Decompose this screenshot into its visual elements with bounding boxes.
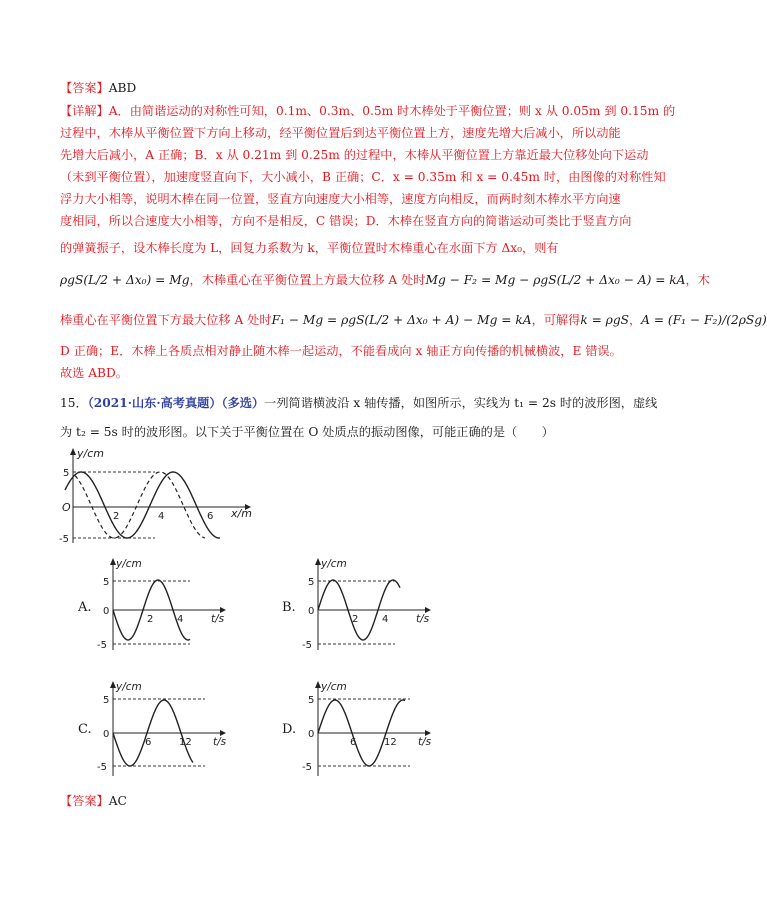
option-d-graph[interactable] (300, 680, 450, 780)
x-tick-4: 4 (158, 511, 165, 522)
svg-text:0: 0 (308, 606, 315, 617)
y-axis-arrow (70, 448, 76, 455)
option-c-tick-6: 6 (145, 737, 152, 748)
explanation-line-3: 先增大后减小，A 正确；B．x 从 0.21m 到 0.25m 的过程中，木棒从平衡位置上方靠近最大位移处向下运动 (60, 148, 649, 162)
svg-text:5: 5 (308, 695, 315, 706)
svg-text:5: 5 (103, 577, 110, 588)
answer-line-2 (60, 793, 127, 809)
y-tick-neg5: -5 (59, 534, 69, 545)
answer-tag: 【答案】 (60, 81, 109, 95)
option-a-label[interactable]: A. (78, 600, 92, 615)
svg-text:5: 5 (308, 577, 315, 588)
option-b-graph[interactable] (300, 555, 450, 655)
explanation-line-2: 过程中，木棒从平衡位置下方向上移动，经平衡位置后到达平衡位置上方，速度先增大后减小，所以动能 (60, 126, 621, 140)
svg-text:0: 0 (103, 606, 110, 617)
y-axis-label: y/cm (77, 447, 104, 460)
explanation-line-6: 度相同，所以合速度大小相等，方向不是相反，C 错误；D．木棒在竖直方向的简谐运动可类比于竖直方向 (60, 214, 632, 228)
origin-label: O (62, 501, 71, 514)
option-c-tick-12: 12 (179, 737, 192, 748)
explanation-line-1: 【详解】A．由简谐运动的对称性可知，0.1m、0.3m、0.5m 时木棒处于平衡位置；则 x 从 0.05m 到 0.15m 的 (60, 104, 676, 118)
svg-text:0: 0 (308, 729, 315, 740)
explanation-line-10: D 正确；E．木棒上各质点相对静止随木棒一起运动，不能看成向 x 轴正方向传播的机械横波，E 错误。 (60, 344, 622, 358)
option-d-label[interactable]: D. (282, 722, 297, 737)
option-a-xlabel: t/s (211, 613, 225, 625)
x-axis-label: x/m (231, 507, 252, 520)
option-b-label[interactable]: B. (282, 600, 296, 615)
equation-k: k = ρgS (580, 313, 629, 327)
option-d-tick-6: 6 (350, 737, 357, 748)
equation-lower-position: F₁ − Mg = ρgS(L/2 + Δx₀ + A) − Mg = kA (271, 313, 532, 327)
answer-value: ABD (108, 81, 137, 95)
explanation-line-11: 故选 ABD。 (60, 366, 128, 380)
equation-upper-position: Mg − F₂ = Mg − ρgS(L/2 + Δx₀ − A) = kA (425, 273, 686, 287)
option-c-xlabel: t/s (213, 736, 227, 748)
svg-text:-5: -5 (97, 762, 107, 773)
svg-text:5: 5 (103, 695, 110, 706)
equation-buoyancy: ρgS(L/2 + Δx₀) = Mg (60, 273, 190, 287)
option-d-xlabel: t/s (418, 736, 432, 748)
option-a-ylabel: y/cm (116, 558, 142, 570)
option-c-graph[interactable] (95, 680, 245, 780)
y-tick-5: 5 (63, 468, 70, 479)
question-text-1: 一列简谐横波沿 x 轴传播，如图所示，实线为 t₁ = 2s 时的波形图，虚线 (264, 396, 658, 410)
option-a-tick-4: 4 (177, 614, 184, 625)
option-c-ylabel: y/cm (116, 681, 142, 693)
solid-waveform (65, 472, 220, 538)
explanation-line-7: 的弹簧振子，设木棒长度为 L，回复力系数为 k，平衡位置时木棒重心在水面下方 Δx₀，则有 (60, 241, 559, 255)
x-tick-6: 6 (207, 511, 214, 522)
question-line-2: 为 t₂ = 5s 时的波形图。以下关于平衡位置在 O 处质点的振动图像，可能正确的是（ ） (60, 425, 554, 439)
svg-text:-5: -5 (302, 640, 312, 651)
question-source: （2021·山东·高考真题）（多选） (87, 396, 265, 410)
explanation-line-5: 浮力大小相等，说明木棒在同一位置，竖直方向速度大小相等，速度方向相反，而两时刻木棒水平方向速 (60, 192, 621, 206)
svg-text:-5: -5 (97, 640, 107, 651)
explanation-tag: 【详解】 (60, 104, 109, 118)
equation-line-1: ρgS(L/2 + Δx₀) = Mg，木棒重心在平衡位置上方最大位移 A 处时Mg − F₂ = Mg − ρgS(L/2 + Δx₀ − A) = kA，木 (60, 273, 710, 287)
equation-amplitude: A = (F₁ − F₂)/(2ρSg) (641, 313, 767, 327)
option-d-ylabel: y/cm (321, 681, 347, 693)
equation-line-2: 棒重心在平衡位置下方最大位移 A 处时F₁ − Mg = ρgS(L/2 + Δx₀ + A) − Mg = kA，可解得k = ρgS，A = (F₁ − F₂)/(2ρSg) (60, 313, 767, 327)
svg-text:-5: -5 (302, 762, 312, 773)
option-b-ylabel: y/cm (321, 558, 347, 570)
answer-value-2: AC (108, 794, 127, 808)
option-b-tick-4: 4 (382, 614, 389, 625)
option-a-tick-2: 2 (147, 614, 154, 625)
option-d-tick-12: 12 (384, 737, 397, 748)
question-number: 15． (60, 396, 88, 410)
x-tick-2: 2 (113, 511, 120, 522)
wave-figure (55, 445, 255, 550)
svg-text:0: 0 (103, 729, 110, 740)
answer-line-1 (60, 80, 136, 96)
answer-tag-2: 【答案】 (60, 794, 109, 808)
question-line-1 (60, 395, 657, 411)
option-b-tick-2: 2 (352, 614, 359, 625)
option-a-graph[interactable] (95, 555, 245, 655)
explanation-line-4: （未到平衡位置），加速度竖直向下，大小减小，B 正确；C．x = 0.35m 和 x = 0.45m 时，由图像的对称性知 (60, 170, 666, 184)
option-c-label[interactable]: C. (78, 722, 92, 737)
option-b-xlabel: t/s (416, 613, 430, 625)
